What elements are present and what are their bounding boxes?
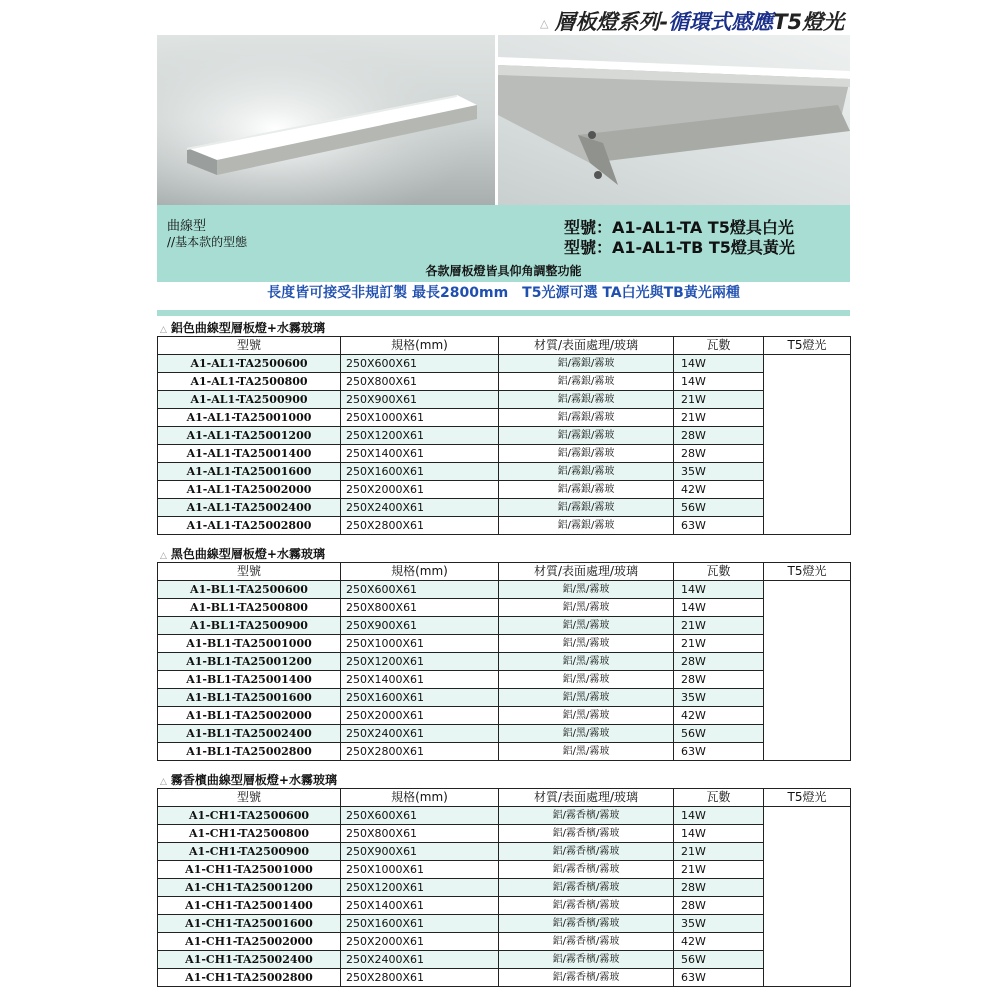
table-cell-model: A1-CH1-TA2500900 <box>158 843 341 861</box>
table-cell-model: A1-BL1-TA25001400 <box>158 671 341 689</box>
table-cell-model: A1-CH1-TA25001600 <box>158 915 341 933</box>
table-cell-watt: 56W <box>674 725 764 743</box>
section-title-text: 鋁色曲線型層板燈+水霧玻璃 <box>170 321 325 335</box>
table-cell-model: A1-BL1-TA25002000 <box>158 707 341 725</box>
section-title <box>160 319 325 336</box>
table-row <box>158 861 851 879</box>
table-row <box>158 517 851 535</box>
table-cell-size: 250X2800X61 <box>341 969 499 987</box>
column-header: 型號 <box>158 789 341 807</box>
table-row <box>158 689 851 707</box>
table-cell-size: 250X600X61 <box>341 355 499 373</box>
table-cell-mat: 鋁/霧香檳/霧玻 <box>499 843 674 861</box>
table-cell-model: A1-BL1-TA2500800 <box>158 599 341 617</box>
table-cell-mat: 鋁/霧香檳/霧玻 <box>499 879 674 897</box>
table-cell-mat: 鋁/霧香檳/霧玻 <box>499 825 674 843</box>
table-cell-size: 250X2000X61 <box>341 481 499 499</box>
table-cell-model: A1-AL1-TA25001400 <box>158 445 341 463</box>
table-header-row <box>158 337 851 355</box>
table-cell-size: 250X900X61 <box>341 391 499 409</box>
table-cell-mat: 鋁/黑/霧玻 <box>499 743 674 761</box>
column-header: 瓦數 <box>674 337 764 355</box>
table-cell-watt: 21W <box>674 391 764 409</box>
table-row <box>158 409 851 427</box>
table-cell-model: A1-CH1-TA2500800 <box>158 825 341 843</box>
table-cell-mat: 鋁/霧銀/霧玻 <box>499 463 674 481</box>
table-row <box>158 725 851 743</box>
table-row <box>158 843 851 861</box>
table-row <box>158 951 851 969</box>
table-cell-mat: 鋁/黑/霧玻 <box>499 653 674 671</box>
table-cell-size: 250X1000X61 <box>341 409 499 427</box>
table-cell-watt: 63W <box>674 969 764 987</box>
table-cell-size: 250X1400X61 <box>341 445 499 463</box>
table-cell-mat: 鋁/黑/霧玻 <box>499 599 674 617</box>
table-cell-watt: 42W <box>674 933 764 951</box>
table-cell-size: 250X1600X61 <box>341 915 499 933</box>
table-cell-model: A1-AL1-TA25002400 <box>158 499 341 517</box>
table-cell-size: 250X1400X61 <box>341 897 499 915</box>
table-cell-model: A1-CH1-TA25002000 <box>158 933 341 951</box>
table-cell-watt: 56W <box>674 951 764 969</box>
table-cell-model: A1-AL1-TA25001200 <box>158 427 341 445</box>
model-white: 型號：A1-AL1-TA T5燈具白光 <box>564 218 794 237</box>
table-cell-model: A1-BL1-TA25001200 <box>158 653 341 671</box>
table-cell-size: 250X1200X61 <box>341 879 499 897</box>
table-cell-watt: 28W <box>674 897 764 915</box>
table-row <box>158 879 851 897</box>
header-highlight: 循環式感應 <box>668 10 774 34</box>
table-cell-size: 250X2400X61 <box>341 499 499 517</box>
table-cell-model: A1-AL1-TA25002800 <box>158 517 341 535</box>
table-cell-size: 250X1000X61 <box>341 635 499 653</box>
table-row <box>158 373 851 391</box>
table-cell-watt: 14W <box>674 807 764 825</box>
column-header: 規格(mm) <box>341 789 499 807</box>
table-row <box>158 897 851 915</box>
table-row <box>158 635 851 653</box>
table-cell-size: 250X1600X61 <box>341 463 499 481</box>
table-cell-watt: 14W <box>674 373 764 391</box>
table-cell-model: A1-BL1-TA2500600 <box>158 581 341 599</box>
table-cell-watt: 21W <box>674 409 764 427</box>
table-cell-mat: 鋁/霧香檳/霧玻 <box>499 897 674 915</box>
spec-table <box>157 562 851 761</box>
section-title-text: 霧香檳曲線型層板燈+水霧玻璃 <box>170 773 337 787</box>
table-cell-watt: 21W <box>674 617 764 635</box>
table-cell-mat: 鋁/霧香檳/霧玻 <box>499 807 674 825</box>
table-cell-model: A1-CH1-TA25002400 <box>158 951 341 969</box>
table-cell-size: 250X1200X61 <box>341 427 499 445</box>
table-cell-watt: 21W <box>674 635 764 653</box>
table-cell-mat: 鋁/黑/霧玻 <box>499 725 674 743</box>
table-row <box>158 445 851 463</box>
column-header: 材質/表面處理/玻璃 <box>499 337 674 355</box>
table-cell-watt: 14W <box>674 581 764 599</box>
column-header: 瓦數 <box>674 563 764 581</box>
table-cell-model: A1-BL1-TA25002400 <box>158 725 341 743</box>
table-row <box>158 355 851 373</box>
table-cell-watt: 28W <box>674 879 764 897</box>
table-cell-model: A1-AL1-TA2500600 <box>158 355 341 373</box>
table-cell-watt: 63W <box>674 517 764 535</box>
column-header: 型號 <box>158 337 341 355</box>
column-header: 型號 <box>158 563 341 581</box>
table-cell-mat: 鋁/霧銀/霧玻 <box>499 409 674 427</box>
table-cell-watt: 21W <box>674 861 764 879</box>
product-photos <box>157 35 850 205</box>
table-header-row <box>158 789 851 807</box>
angle-note: 各款層板燈皆具仰角調整功能 <box>425 264 582 278</box>
table-cell-model: A1-CH1-TA25002800 <box>158 969 341 987</box>
custom-length-note: 長度皆可接受非規訂製 最長2800mm T5光源可選 TA白光與TB黃光兩種 <box>267 285 740 301</box>
table-cell-mat: 鋁/霧香檳/霧玻 <box>499 933 674 951</box>
page-header <box>540 6 844 36</box>
table-cell-watt: 35W <box>674 915 764 933</box>
table-cell-mat: 鋁/黑/霧玻 <box>499 635 674 653</box>
table-row <box>158 481 851 499</box>
spec-table <box>157 336 851 535</box>
table-cell-size: 250X1000X61 <box>341 861 499 879</box>
table-cell-mat: 鋁/霧銀/霧玻 <box>499 481 674 499</box>
table-cell-watt: 28W <box>674 653 764 671</box>
table-cell-size: 250X2000X61 <box>341 707 499 725</box>
table-row <box>158 825 851 843</box>
table-cell-mat: 鋁/黑/霧玻 <box>499 617 674 635</box>
table-cell-mat: 鋁/霧銀/霧玻 <box>499 499 674 517</box>
column-header: T5燈光 <box>764 563 851 581</box>
table-cell-size: 250X800X61 <box>341 825 499 843</box>
table-row <box>158 653 851 671</box>
shelf-light-photo <box>157 35 495 205</box>
table-cell-model: A1-AL1-TA25001600 <box>158 463 341 481</box>
table-cell-watt: 28W <box>674 445 764 463</box>
table-cell-size: 250X1200X61 <box>341 653 499 671</box>
table-cell-size: 250X800X61 <box>341 373 499 391</box>
table-header-row <box>158 563 851 581</box>
style-name: 曲線型 <box>167 219 207 234</box>
table-cell-model: A1-AL1-TA25002000 <box>158 481 341 499</box>
column-header: T5燈光 <box>764 789 851 807</box>
table-cell-watt: 14W <box>674 599 764 617</box>
column-header: T5燈光 <box>764 337 851 355</box>
table-cell-model: A1-CH1-TA25001200 <box>158 879 341 897</box>
table-cell-watt: 28W <box>674 427 764 445</box>
section-title <box>160 545 325 562</box>
table-cell-size: 250X2000X61 <box>341 933 499 951</box>
table-row <box>158 581 851 599</box>
table-row <box>158 391 851 409</box>
table-cell-model: A1-BL1-TA25001000 <box>158 635 341 653</box>
style-desc: //基本款的型態 <box>167 235 248 249</box>
table-cell-mat: 鋁/霧香檳/霧玻 <box>499 861 674 879</box>
table-cell-size: 250X600X61 <box>341 807 499 825</box>
table-cell-model: A1-BL1-TA2500900 <box>158 617 341 635</box>
table-cell-model: A1-BL1-TA25002800 <box>158 743 341 761</box>
table-cell-watt: 35W <box>674 689 764 707</box>
triangle-icon: △ <box>160 325 167 335</box>
table-cell-watt: 42W <box>674 707 764 725</box>
table-cell-mat: 鋁/霧銀/霧玻 <box>499 355 674 373</box>
table-cell-model: A1-AL1-TA25001000 <box>158 409 341 427</box>
table-cell-t5 <box>764 355 851 535</box>
table-cell-t5 <box>764 581 851 761</box>
table-cell-size: 250X2400X61 <box>341 951 499 969</box>
table-cell-mat: 鋁/霧銀/霧玻 <box>499 391 674 409</box>
table-cell-mat: 鋁/霧銀/霧玻 <box>499 445 674 463</box>
table-cell-watt: 63W <box>674 743 764 761</box>
table-cell-size: 250X2800X61 <box>341 517 499 535</box>
table-cell-model: A1-AL1-TA2500900 <box>158 391 341 409</box>
table-cell-size: 250X900X61 <box>341 843 499 861</box>
shelf-light-illustration <box>157 35 495 205</box>
table-cell-watt: 28W <box>674 671 764 689</box>
table-cell-model: A1-BL1-TA25001600 <box>158 689 341 707</box>
table-row <box>158 707 851 725</box>
shelf-edge-illustration <box>498 35 850 205</box>
triangle-icon: △ <box>160 551 167 561</box>
info-band <box>157 205 850 282</box>
divider <box>157 310 850 316</box>
table-row <box>158 463 851 481</box>
table-cell-mat: 鋁/霧銀/霧玻 <box>499 517 674 535</box>
table-cell-mat: 鋁/霧香檳/霧玻 <box>499 915 674 933</box>
table-cell-size: 250X800X61 <box>341 599 499 617</box>
shelf-edge-photo <box>498 35 850 205</box>
table-cell-watt: 56W <box>674 499 764 517</box>
table-cell-watt: 35W <box>674 463 764 481</box>
section-title-text: 黑色曲線型層板燈+水霧玻璃 <box>170 547 325 561</box>
table-cell-mat: 鋁/霧銀/霧玻 <box>499 427 674 445</box>
table-cell-watt: 14W <box>674 355 764 373</box>
table-row <box>158 599 851 617</box>
table-row <box>158 933 851 951</box>
table-cell-size: 250X1400X61 <box>341 671 499 689</box>
table-cell-size: 250X2800X61 <box>341 743 499 761</box>
table-row <box>158 807 851 825</box>
header-prefix: 層板燈系列- <box>554 10 669 34</box>
table-cell-size: 250X600X61 <box>341 581 499 599</box>
section-title <box>160 771 337 788</box>
table-cell-watt: 14W <box>674 825 764 843</box>
table-cell-watt: 42W <box>674 481 764 499</box>
column-header: 規格(mm) <box>341 337 499 355</box>
table-cell-model: A1-CH1-TA25001000 <box>158 861 341 879</box>
table-cell-size: 250X900X61 <box>341 617 499 635</box>
table-row <box>158 427 851 445</box>
triangle-icon: △ <box>160 777 167 787</box>
table-cell-mat: 鋁/黑/霧玻 <box>499 689 674 707</box>
table-row <box>158 969 851 987</box>
column-header: 瓦數 <box>674 789 764 807</box>
table-row <box>158 617 851 635</box>
table-cell-mat: 鋁/黑/霧玻 <box>499 707 674 725</box>
table-cell-mat: 鋁/霧香檳/霧玻 <box>499 969 674 987</box>
table-row <box>158 499 851 517</box>
table-cell-model: A1-CH1-TA25001400 <box>158 897 341 915</box>
table-row <box>158 671 851 689</box>
table-cell-mat: 鋁/霧香檳/霧玻 <box>499 951 674 969</box>
triangle-icon: △ <box>540 16 549 30</box>
column-header: 材質/表面處理/玻璃 <box>499 563 674 581</box>
table-row <box>158 743 851 761</box>
column-header: 規格(mm) <box>341 563 499 581</box>
table-cell-mat: 鋁/黑/霧玻 <box>499 581 674 599</box>
column-header: 材質/表面處理/玻璃 <box>499 789 674 807</box>
table-cell-mat: 鋁/黑/霧玻 <box>499 671 674 689</box>
header-suffix: T5燈光 <box>773 10 845 34</box>
table-cell-size: 250X2400X61 <box>341 725 499 743</box>
table-cell-mat: 鋁/霧銀/霧玻 <box>499 373 674 391</box>
table-cell-t5 <box>764 807 851 987</box>
table-cell-size: 250X1600X61 <box>341 689 499 707</box>
spec-table <box>157 788 851 987</box>
table-row <box>158 915 851 933</box>
model-yellow: 型號：A1-AL1-TB T5燈具黃光 <box>564 238 795 257</box>
table-cell-watt: 21W <box>674 843 764 861</box>
table-cell-model: A1-CH1-TA2500600 <box>158 807 341 825</box>
table-cell-model: A1-AL1-TA2500800 <box>158 373 341 391</box>
